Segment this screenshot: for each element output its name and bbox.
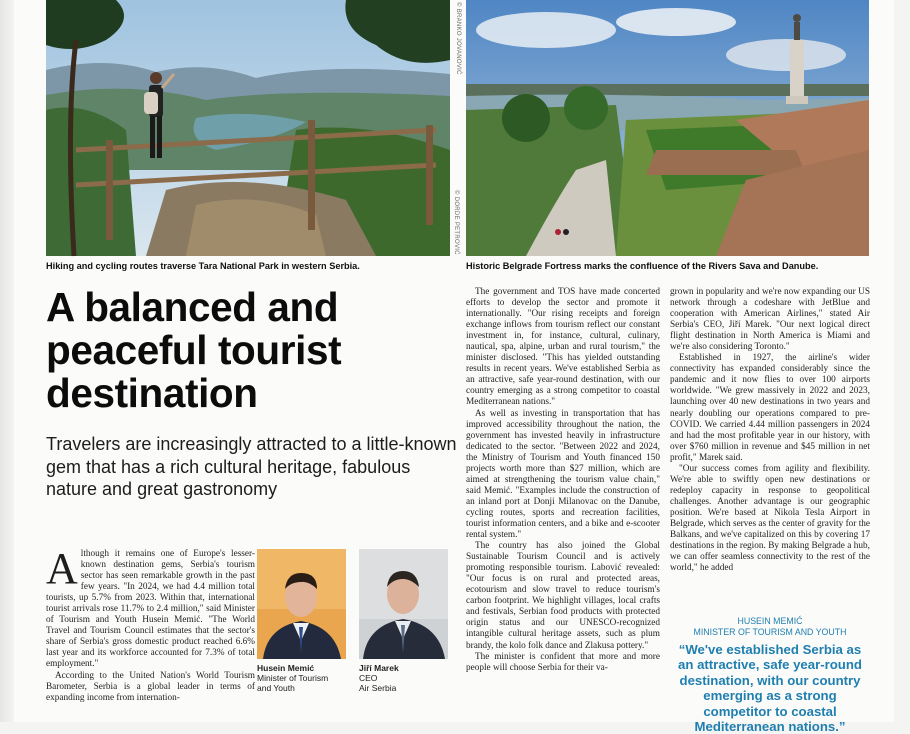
portrait-caption-2 <box>359 663 455 693</box>
portrait-title-line-2: Air Serbia <box>359 683 397 693</box>
paragraph: The government and TOS have made concerted efforts to develop the sector and promote it internationally. "Our rising receipts and foreign exchange inflows from tourism reflect our constant investment in, for instance, cultural, culinary, nautical, spa, alpine, urban and rural tourism," the minister disclosed. "This has yielded outstanding results in recent years. We've established Serbia as an attractive, safe year-round destination, with our country emerging as a strong competitor to coastal Mediterranean nations." <box>466 287 660 408</box>
article-column-3 <box>670 287 870 574</box>
pullquote-name: HUSEIN MEMIĆ <box>737 616 803 626</box>
portrait-caption-1 <box>257 663 353 693</box>
paragraph: "Our success comes from agility and flexibility. We're able to swiftly open new destinations or redeploy capacity in response to geopolitical challenges. Another advantage is our geographic position. We're based at Nikola Tesla Airport in Belgrade, which serves as the center of gravity for the Balkans, and we've capitalized on this by covering 17 destinations in the region. By making Belgrade a hub, we can offer seamless connectivity to the rest of the world," he added <box>670 463 870 574</box>
article-column-2 <box>466 287 660 674</box>
photo-belgrade-fortress <box>466 0 869 256</box>
article-column-1 <box>46 544 255 704</box>
paragraph: grown in popularity and we're now expanding our US network through a codeshare with JetBlue and cooperation with American Airlines," stated Air Serbia's CEO, Jiří Marek. "Our next logical direct flight destination in North America is Miami and we're also considering Toronto." <box>670 287 870 353</box>
photo-caption-right: Historic Belgrade Fortress marks the confluence of the Rivers Sava and Danube. <box>466 261 819 271</box>
paragraph: As well as investing in transportation that has improved accessibility throughout the nation, the government has invested heavily in infrastructure dedicated to the sector. "Between 2022 and 2024, the Ministry of Tourism and Youth financed 150 projects worth more than $27 million, which are aimed at strengthening the tourism value chain," said Memić. "Examples include the construction of an inland port at Donji Milanovac on the Danube, cycling routes, sports and recreation facilities, tourist information centers, and a bike and e-scooter rental system." <box>466 408 660 541</box>
paragraph <box>46 544 255 671</box>
portrait-husein-memic <box>257 549 346 659</box>
article-headline: A balanced and peaceful tourist destination <box>46 284 342 416</box>
portrait-name: Husein Memić <box>257 663 315 673</box>
photo-credit-left: © DORDE PETROVIĆ <box>453 190 459 255</box>
page-gutter-shadow <box>0 0 14 722</box>
portrait-title-line-1: Minister of Tourism <box>257 673 329 683</box>
pullquote: “We've established Serbia as an attractive, safe year-round destination, with our country emerging as a strong competitor to coastal Mediterranean nations.” <box>678 642 862 734</box>
portrait-title-line-1: CEO <box>359 673 378 683</box>
paragraph: The minister is confident that more and more people will choose Serbia for their va- <box>466 651 660 673</box>
paragraph: The country has also joined the Global Sustainable Tourism Council and is actively promoting responsible tourism. Labović revealed: "Our focus is on rural and protected areas, ecotourism and slow travel to reduce tourism's carbon footprint. We highlight villages, local crafts and festivals, Serbian food products with protected origin status and our UNESCO-recognized intangible cultural heritage assets, such as plum brandy, the kolo folk dance and Zlakusa pottery." <box>466 541 660 651</box>
article-deck: Travelers are increasingly attracted to a little-known gem that has a rich cultural heritage, fabulous nature and great gastronomy <box>46 434 457 499</box>
photo-tara-national-park <box>46 0 450 256</box>
paragraph: According to the United Nation's World Tourism Barometer, Serbia is a global leader in terms of expanding income from internation- <box>46 670 255 703</box>
pullquote-attribution <box>670 616 870 637</box>
drop-cap: A <box>46 544 78 593</box>
portrait-name: Jiří Marek <box>359 663 399 673</box>
photo-caption-left: Hiking and cycling routes traverse Tara National Park in western Serbia. <box>46 261 360 271</box>
pullquote-title: MINISTER OF TOURISM AND YOUTH <box>693 626 847 637</box>
magazine-page <box>14 0 894 734</box>
portrait-title-line-2: and Youth <box>257 683 295 693</box>
paragraph-text: lthough it remains one of Europe's lesser-known destination gems, Serbia's tourism sector has seen remarkable growth in the past few years. "In 2024, we had 4.4 million total tourists, up 5.7% from 2023. Within that, international tourist arrivals rose 11.7% to 2.4 million," said Minister of Tourism and Youth Husein Memić. "The World Travel and Tourism Council estimates that the sector's share of Serbia's gross domestic product reached 6.6% last year and its workforce accounted for 7.3% of total employment." <box>46 549 255 670</box>
paragraph: Established in 1927, the airline's wider connectivity has expanded considerably since the pandemic and it now flies to over 100 airports worldwide. "We grew massively in 2022 and 2023, launching over 40 new destinations in two years and nearly doubling our operations compared to pre-COVID. We carried 4.44 million passengers in 2024 and had the most profitable year in our history, with over $760 million in revenue and $45 million in net profit," Marek said. <box>670 353 870 463</box>
photo-credit-right: © BRANKO JOVANOVIĆ <box>455 2 461 75</box>
portrait-jiri-marek <box>359 549 448 659</box>
